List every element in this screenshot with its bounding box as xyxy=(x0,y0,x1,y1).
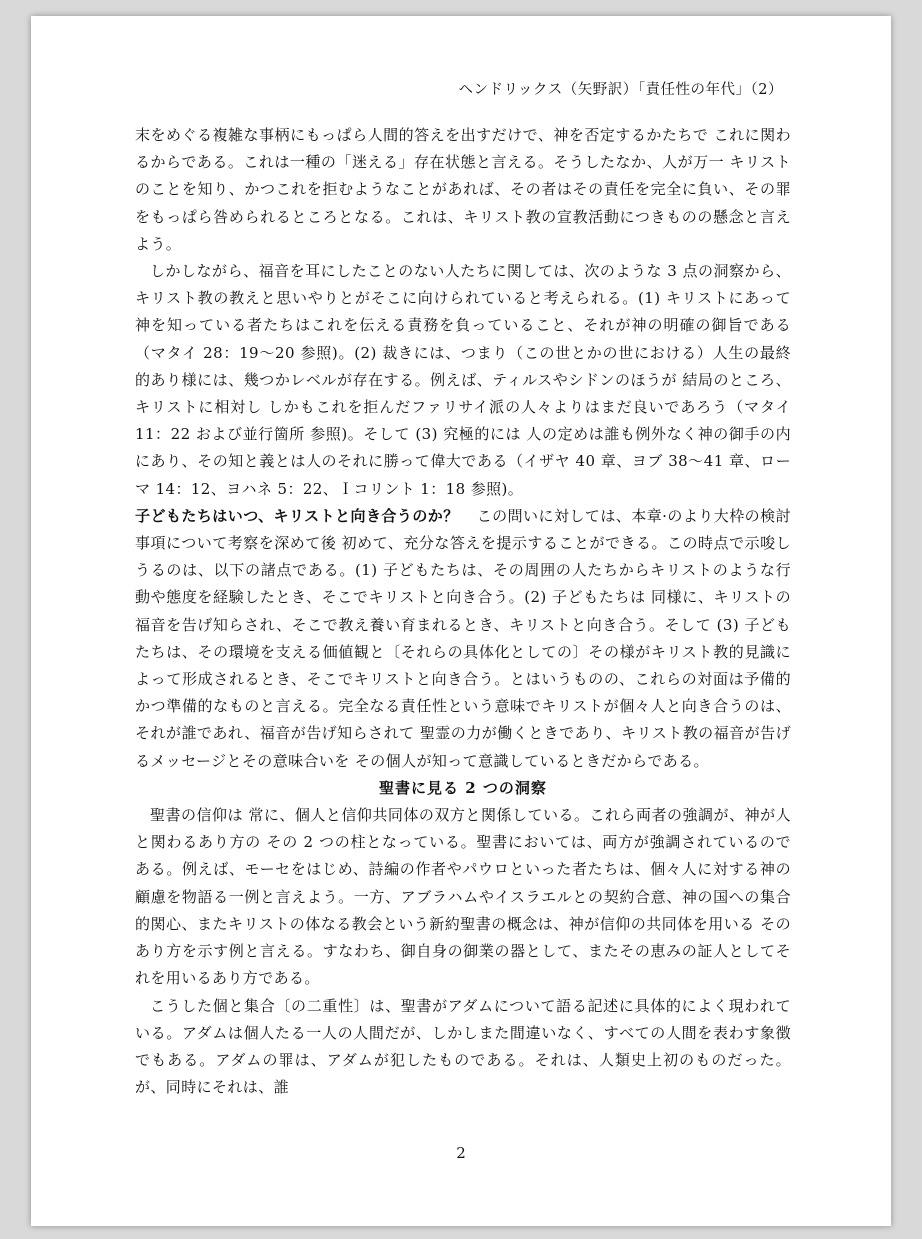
paragraph-5: こうした個と集合〔の二重性〕は、聖書がアダムについて語る記述に具体的によく現われている。アダムは個人たる一人の人間だが、しかしまた間違いなく、すべての人間を表わす象徴でもある。アダムの罪は、アダムが犯したものである。それは、人類史上初のものだった。が、同時にそれは、誰 xyxy=(135,996,791,1097)
section-title: 聖書に見る 2 つの洞察 xyxy=(379,778,547,797)
paragraph-2: しかしながら、福音を耳にしたことのない人たちに関しては、次のような 3 点の洞察から、キリスト教の教えと思いやりとがそこに向けられていると考えられる。(1) キリストにあって神を知っている者たちはこれを伝える責務を負っていること、それが神の明確の御旨である（マタイ 28：19～20 参照)。(2) 裁きには、つまり（この世とかの世における）人生の最終的あり様には、幾つかレベルが存在する。例えば、ティルスやシドンのほうが 結局のところ、キリストに相対し しかもこれを拒んだファリサイ派の人々よりはまだ良いであろう（マタイ 11：22 および並行箇所 参照)。そして (3) 究極的には 人の定めは誰も例外なく神の御手の内にあり、その知と義とは人のそれに勝って偉大である（イザヤ 40 章、ヨブ 38～41 章、ローマ 14：12、ヨハネ 5：22、Ｉコリント 1：18 参照)。 xyxy=(135,262,791,498)
paragraph-4: 聖書の信仰は 常に、個人と信仰共同体の双方と関係している。これら両者の強調が、神が人と関わるあり方の その 2 つの柱となっている。聖書においては、両方が強調されているのである。例えば、モーセをはじめ、詩編の作者やパウロといった者たちは、個々人に対する神の顧慮を物語る一例と言えよう。一方、アブラハムやイスラエルとの契約合意、神の国への集合的関心、またキリストの体なる教会という新約聖書の概念は、神が信仰の共同体を用いる そのあり方を示す例と言える。すなわち、御自身の御業の器として、またその恵みの証人としてそれを用いるあり方である。 xyxy=(135,806,791,988)
body-text xyxy=(135,122,791,1101)
paragraph-1: 末をめぐる複雑な事柄にもっぱら人間的答えを出すだけで、神を否定するかたちで これに関わるからである。これは一種の「迷える」存在状態と言える。そうしたなか、人が万一 キリストのことを知り、かつこれを拒むようなことがあれば、その者はその責任を完全に負い、その罪をもっぱら咎められるところとなる。これは、キリスト教の宣教活動につきものの懸念と言えよう。 xyxy=(135,126,791,253)
question-heading: 子どもたちはいつ、キリストと向き合うのか？ xyxy=(135,506,459,525)
document-page xyxy=(31,16,891,1226)
running-header: ヘンドリックス（矢野訳）「責任性の年代」（2） xyxy=(458,82,783,98)
page-number: 2 xyxy=(456,1144,466,1162)
paragraph-3 xyxy=(135,503,791,775)
paragraph-3-text: この問いに対しては、本章·のより大枠の検討事項について考察を深めて後 初めて、充分な答えを提示することができる。この時点で示唆しうるのは、以下の諸点である。(1) 子どもたちは、その周囲の人たちからキリストのような行動や態度を経験したとき、そこでキリストと向き合う。(2) 子どもたちは 同様に、キリストの福音を告げ知らされ、そこで教え養い育まれるとき、キリストと向き合う。そして (3) 子どもたちは、その環境を支える価値観と〔それらの具体化としての〕その様がキリスト教的見識によって形成されるとき、そこでキリストと向き合う。とはいうものの、これらの対面は予備的かつ準備的なものと言える。完全なる責任性という意味でキリストが個々人と向き合うのは、それが誰であれ、福音が告げ知らされて 聖霊の力が働くときであり、キリスト教の福音が告げるメッセージとその意味合いを その個人が知って意識しているときだからである。 xyxy=(135,506,791,770)
